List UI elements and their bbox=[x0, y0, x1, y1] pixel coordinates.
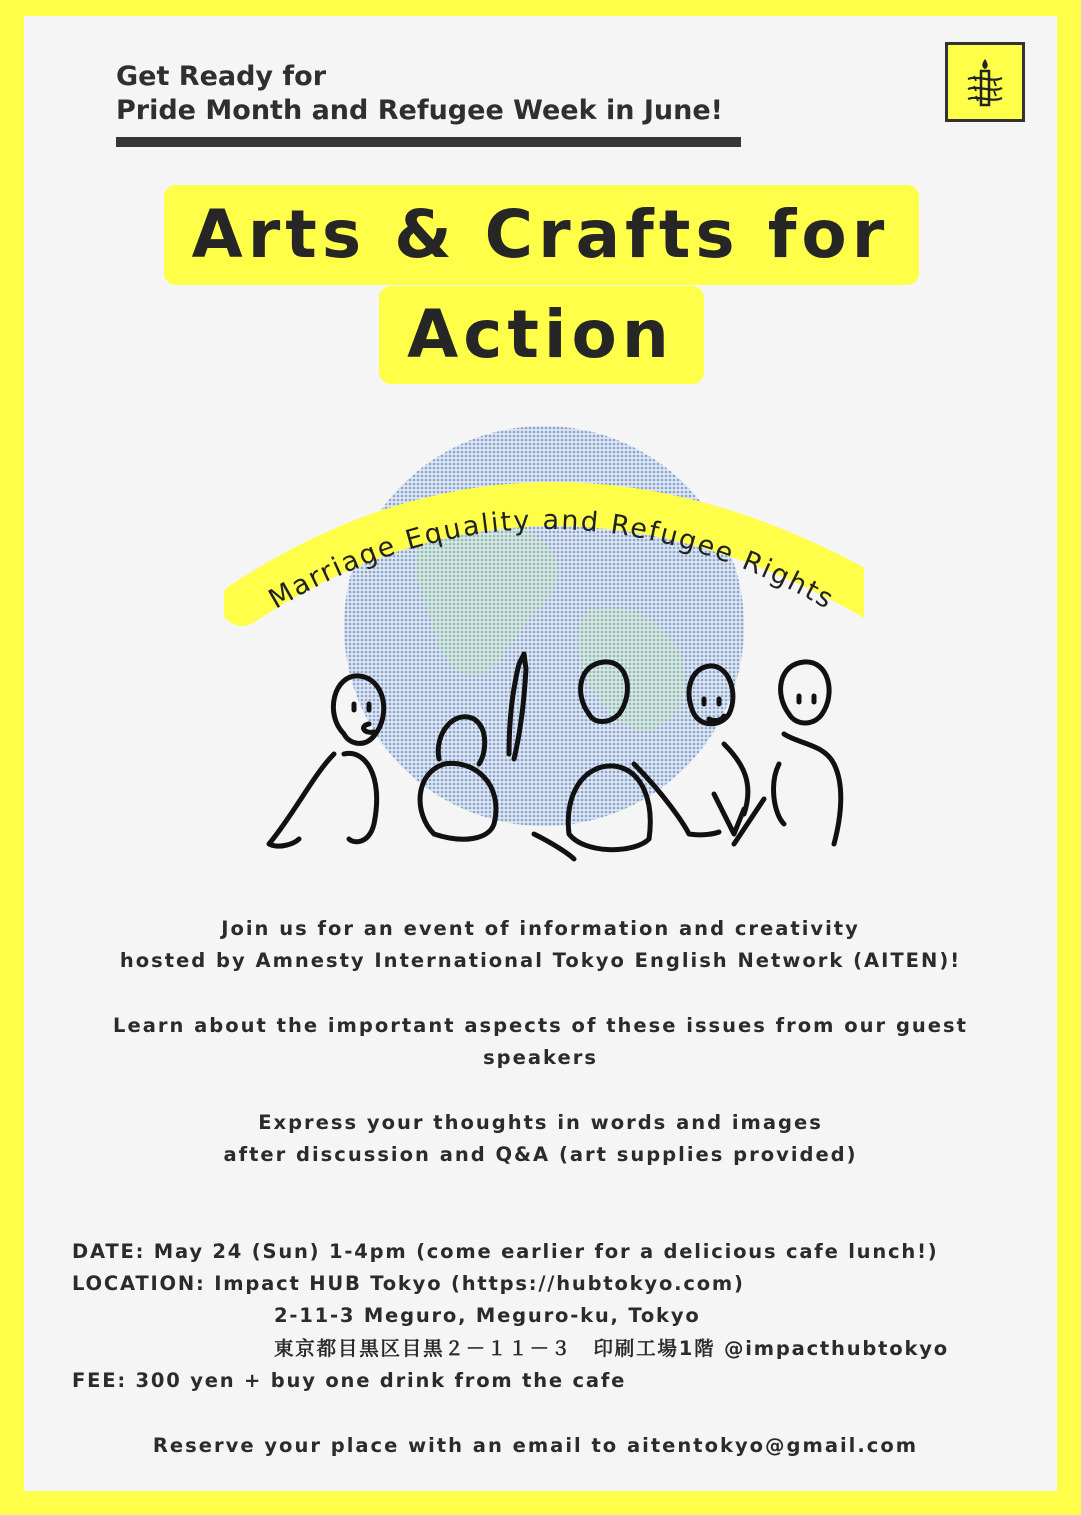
header-divider bbox=[116, 137, 741, 147]
amnesty-logo bbox=[945, 42, 1025, 122]
flyer-page bbox=[24, 16, 1057, 1491]
header-line-1: Get Ready for bbox=[116, 61, 327, 92]
header-text bbox=[116, 60, 723, 128]
description-p2-line1: Learn about the important aspects of these issues from our guest bbox=[113, 1014, 968, 1037]
description-p3-line2: after discussion and Q&A (art supplies provided) bbox=[223, 1143, 858, 1166]
description-p2-line2: speakers bbox=[483, 1046, 598, 1069]
description-p1-line2: hosted by Amnesty International Tokyo English Network (AITEN)! bbox=[119, 949, 962, 972]
description-p1-line1: Join us for an event of information and creativity bbox=[221, 917, 860, 940]
event-fee: FEE: 300 yen + buy one drink from the cafe bbox=[72, 1369, 627, 1392]
event-title-line-1: Arts & Crafts for bbox=[191, 196, 890, 273]
candle-in-barbed-wire-icon bbox=[948, 45, 1022, 119]
header-line-2: Pride Month and Refugee Week in June! bbox=[116, 95, 723, 126]
globe-and-people-illustration bbox=[224, 414, 864, 874]
description-p3-line1: Express your thoughts in words and images bbox=[258, 1111, 823, 1134]
event-address-en: 2-11-3 Meguro, Meguro-ku, Tokyo bbox=[274, 1304, 701, 1327]
event-title-line-2: Action bbox=[407, 296, 674, 373]
event-location: LOCATION: Impact HUB Tokyo (https://hubtokyo.com) bbox=[72, 1272, 745, 1295]
event-description bbox=[24, 913, 1057, 1171]
event-address-jp: 東京都目黒区目黒２－１１－３ 印刷工場1階 @impacthubtokyo bbox=[274, 1337, 949, 1360]
reservation-info: Reserve your place with an email to aitentokyo@gmail.com bbox=[152, 1434, 919, 1457]
event-date: DATE: May 24 (Sun) 1-4pm (come earlier for a delicious cafe lunch!) bbox=[72, 1240, 939, 1263]
banner-text: Marriage Equality and Refugee Rights bbox=[263, 504, 840, 616]
event-details bbox=[72, 1236, 1032, 1406]
